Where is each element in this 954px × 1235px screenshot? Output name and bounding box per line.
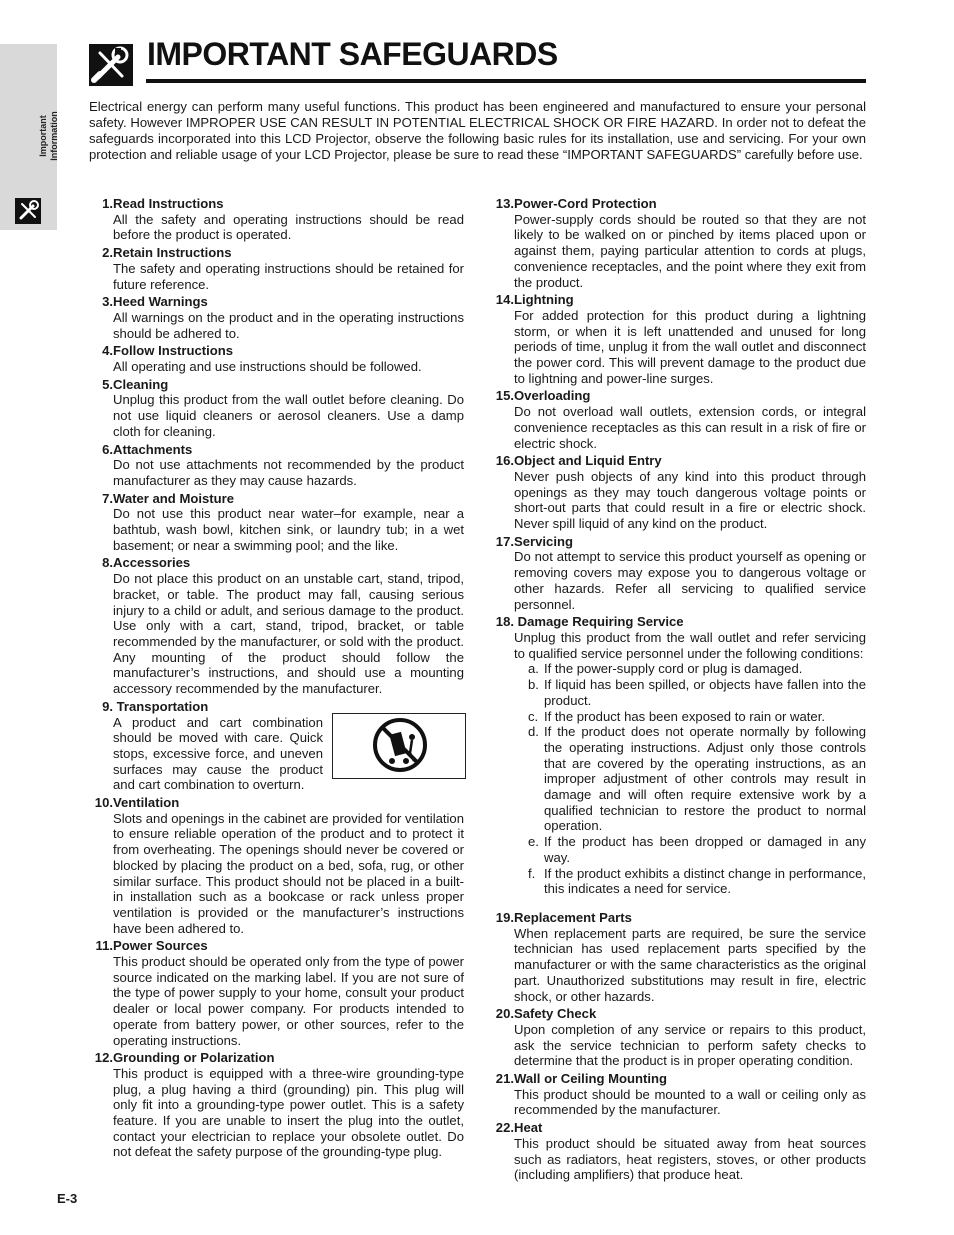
safeguard-list [88, 196, 464, 697]
list-item [88, 491, 464, 554]
item-title: 19.Replacement Parts [495, 910, 632, 926]
title-underline [146, 79, 866, 83]
side-tab-label-line2: Information [49, 111, 59, 161]
list-item [489, 910, 866, 1004]
item-body: Upon completion of any service or repairs to this product, ask the service technician to perform safety checks to determine that the product is in proper operating condition. [514, 1021, 866, 1069]
page-title: IMPORTANT SAFEGUARDS [147, 36, 558, 72]
item-body: Do not place this product on an unstable cart, stand, tripod, bracket, or table. The product may fall, causing serious injury to a child or adult, and serious damage to the product. Use only with a cart, stand, tripod, bracket, or table recommended by the manufacturer, or sold with the product. Any mounting of the product should follow the manufacturer’s instructions, and should use a mounting accessory recommended by the manufacturer. [113, 571, 464, 697]
item-body: All the safety and operating instructions should be read before the product is operated. [113, 211, 464, 243]
condition-item: b. If liquid has been spilled, or objects have fallen into the product. [528, 677, 866, 708]
conditions-list [514, 661, 866, 897]
item-body: This product should be mounted to a wall or ceiling only as recommended by the manufacturer. [514, 1086, 866, 1118]
tools-icon [15, 198, 41, 224]
page-number: E-3 [57, 1191, 78, 1206]
list-item [88, 377, 464, 440]
item-body: Do not use this product near water–for example, near a bathtub, wash bowl, kitchen sink, or laundry tub; in a wet basement; or near a swimming pool; and the like. [113, 506, 464, 553]
safeguard-list [489, 196, 866, 612]
list-item [88, 938, 464, 1048]
item-title: 5.Cleaning [102, 376, 169, 392]
item-body: Do not attempt to service this product yourself as opening or removing covers may expose you to dangerous voltage or other hazards. Refer all servicing to qualified service personnel. [514, 549, 866, 612]
condition-item: a. If the power-supply cord or plug is damaged. [528, 661, 803, 677]
list-item [489, 1006, 866, 1069]
left-column [88, 196, 464, 1162]
condition-item: f. If the product exhibits a distinct change in performance, this indicates a need for service. [528, 865, 866, 897]
item-body: When replacement parts are required, be sure the service technician has used replacement parts specified by the manufacturer or with the same characteristics as the original part. Unauthorized substitutions may result in fire, electric shock, or other hazards. [514, 925, 866, 1004]
list-item [88, 245, 464, 292]
list-item [88, 795, 464, 936]
item-body: For added protection for this product during a lightning storm, or when it is left unattended and unused for long periods of time, unplug it from the wall outlet and disconnect the power cord. This will prevent damage to the product due to lightning and power-line surges. [514, 307, 866, 386]
item-body: Slots and openings in the cabinet are provided for ventilation to ensure reliable operation of the product and to protect it from overheating. The openings should never be covered or blocked by placing the product on a bed, sofa, rug, or other similar surface. This product should not be placed in a built-in installation such as a bookcase or rack unless proper ventilation is provided or the manufacturer’s instructions have been adhered to. [113, 810, 464, 936]
list-item [489, 534, 866, 613]
item-body: Never push objects of any kind into this product through openings as they may touch dangerous voltage points or short-out parts that could result in a fire or electric shock. Never spill liquid of any kind on the product. [514, 468, 866, 532]
cart-warning-figure [332, 713, 466, 779]
item-body: This product is equipped with a three-wire grounding-type plug, a plug having a third (grounding) pin. This plug will only fit into a grounding-type power outlet. This is a safety feature. If you are unable to insert the plug into the outlet, contact your electrician to replace your obsolete outlet. Do not defeat the safety purpose of the grounding-type plug. [113, 1065, 464, 1160]
intro-paragraph: Electrical energy can perform many useful functions. This product has been engineered and manufactured to ensure your personal safety. However IMPROPER USE CAN RESULT IN POTENTIAL ELECTRICAL SHOCK OR FIRE HAZARD. In order not to defeat the safeguards incorporated into this LCD Projector, observe the following basic rules for its installation, use and servicing. For your own protection and reliable usage of your LCD Projector, please be sure to read these “IMPORTANT SAFEGUARDS” carefully before use. [89, 99, 866, 162]
item-body: All warnings on the product and in the operating instructions should be adhered to. [113, 309, 464, 341]
item-title: 13.Power-Cord Protection [495, 196, 657, 211]
item-title: 6.Attachments [102, 441, 193, 457]
list-item [88, 196, 464, 243]
item-title: 22.Heat [495, 1120, 543, 1136]
item-title: 20.Safety Check [495, 1006, 597, 1022]
list-item [489, 614, 866, 897]
condition-item: c. If the product has been exposed to rain or water. [528, 708, 825, 724]
list-item [489, 292, 866, 386]
item-title: 16.Object and Liquid Entry [495, 453, 662, 469]
item-body: All operating and use instructions should be followed. [113, 359, 422, 375]
list-item [88, 699, 464, 793]
condition-item: e. If the product has been dropped or damaged in any way. [528, 834, 866, 865]
safeguard-list [489, 910, 866, 1183]
item-title: 14.Lightning [495, 292, 574, 308]
cart-tip-warning-icon [372, 717, 428, 773]
list-item [88, 442, 464, 489]
item-body: Power-supply cords should be routed so that they are not likely to be walked on or pinched by items placed upon or against them, paying particular attention to cords at plugs, convenience receptacles, and the point where they exit from the product. [514, 211, 866, 290]
tools-icon [89, 44, 133, 86]
list-item [88, 1050, 464, 1160]
condition-item: d. If the product does not operate normally by following the operating instructions. Adjust only those controls that are covered by the operating instructions, as an improper adjustment of other controls may result in damage and will often require extensive work by a qualified technician to restore the product to normal operation. [528, 724, 866, 834]
list-item [88, 343, 464, 374]
item-body: This product should be situated away from heat sources such as radiators, heat registers, stoves, or other products (including amplifiers) that produce heat. [514, 1135, 866, 1183]
item-title: 8.Accessories [102, 555, 191, 571]
list-item [88, 555, 464, 696]
item-body: Unplug this product from the wall outlet and refer servicing to qualified service personnel under the following conditions: [514, 629, 866, 661]
safeguard-list [88, 795, 464, 1160]
list-item [88, 294, 464, 341]
item-title: 2.Retain Instructions [102, 245, 232, 261]
item-body: Do not use attachments not recommended by the product manufacturer as they may cause hazards. [113, 457, 464, 488]
side-tab-label [38, 104, 60, 168]
list-item [489, 453, 866, 532]
item-title: 15.Overloading [495, 388, 591, 404]
list-item [489, 388, 866, 451]
item-title: 11.Power Sources [95, 938, 208, 954]
item-title: 18. Damage Requiring Service [495, 614, 684, 630]
item-title: 17.Servicing [495, 533, 573, 549]
item-body: A product and cart combination should be moved with care. Quick stops, excessive force, and uneven surfaces may cause the product and cart combination to overturn. [113, 714, 323, 793]
item-body: The safety and operating instructions should be retained for future reference. [113, 260, 464, 292]
item-title: 10.Ventilation [94, 795, 180, 811]
item-title: 21.Wall or Ceiling Mounting [495, 1071, 667, 1087]
item-title: 3.Heed Warnings [102, 294, 208, 310]
item-title: 7.Water and Moisture [102, 490, 235, 506]
item-title: 9. Transportation [102, 698, 209, 714]
item-body: This product should be operated only from the type of power source indicated on the marking label. If you are not sure of the type of power supply to your home, consult your product dealer or local power company. For products intended to operate from battery power, or other sources, refer to the operating instructions. [113, 954, 464, 1048]
item-body: Do not overload wall outlets, extension cords, or integral convenience receptacles as this can result in a risk of fire or electric shock. [514, 404, 866, 451]
list-item [489, 1071, 866, 1118]
item-title: 4.Follow Instructions [102, 343, 234, 359]
item-title: 12.Grounding or Polarization [94, 1050, 275, 1066]
item-title: 1.Read Instructions [102, 196, 224, 211]
side-tab-label-line1: Important [38, 115, 48, 157]
item-body: Unplug this product from the wall outlet before cleaning. Do not use liquid cleaners or aerosol cleaners. Use a damp cloth for cleaning. [113, 392, 464, 439]
list-item [489, 1120, 866, 1183]
right-column [489, 196, 866, 1185]
list-item [489, 196, 866, 290]
